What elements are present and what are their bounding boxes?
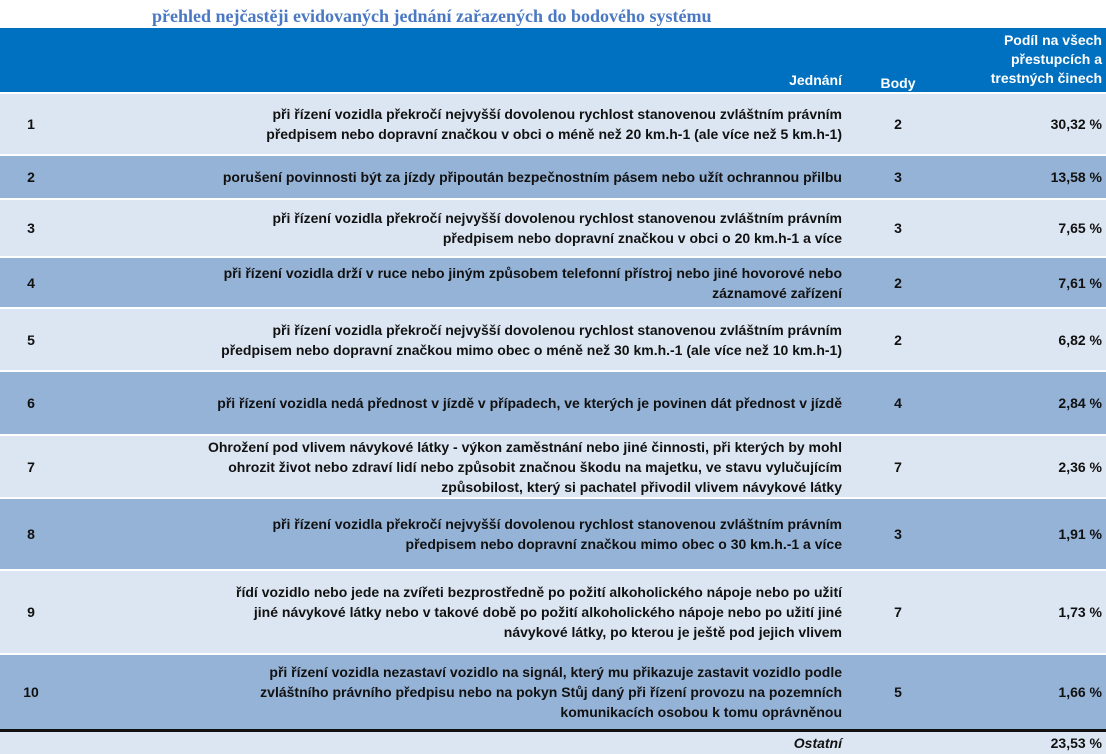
row-description: při řízení vozidla nezastaví vozidlo na signál, který mu přikazuje zastavit vozidlo podle zvláštního právního předpisu nebo na pokyn Stůj daný při řízení provozu na pozemních komunikacích osobou k tomu oprávněnou: [62, 654, 856, 730]
other-number: [0, 730, 62, 754]
header-number: [0, 28, 62, 93]
row-share: 2,84 %: [940, 371, 1106, 435]
row-share: 6,82 %: [940, 308, 1106, 371]
table-header-row: [0, 28, 1106, 93]
table-row: [0, 199, 1106, 257]
row-description: při řízení vozidla nedá přednost v jízdě v případech, ve kterých je povinen dát přednost v jízdě: [62, 371, 856, 435]
table-row: [0, 257, 1106, 308]
page-title: [0, 4, 1106, 28]
page-title-text: přehled nejčastěji evidovaných jednání zařazených do bodového systému: [152, 6, 712, 26]
table-row: [0, 308, 1106, 371]
row-points: 3: [856, 199, 940, 257]
row-number: 8: [0, 498, 62, 570]
row-description: řídí vozidlo nebo jede na zvířeti bezprostředně po požití alkoholického nápoje nebo po užití jiné návykové látky nebo v takové době po požití alkoholického nápoje nebo po užití jiné návykové látky, po kterou je ještě pod jejich vlivem: [62, 570, 856, 654]
row-share: 1,66 %: [940, 654, 1106, 730]
table-row: [0, 371, 1106, 435]
row-points: 2: [856, 308, 940, 371]
row-points: 7: [856, 435, 940, 498]
row-description: Ohrožení pod vlivem návykové látky - výkon zaměstnání nebo jiné činnosti, při kterých by mohl ohrozit život nebo zdraví lidí nebo způsobit značnou škodu na majetku, ve stavu vylučujícím způsobilost, který si pachatel přivodil vlivem návykové látky: [62, 435, 856, 498]
row-points: 2: [856, 93, 940, 155]
row-points: 3: [856, 498, 940, 570]
row-description: při řízení vozidla překročí nejvyšší dovolenou rychlost stanovenou zvláštním právním předpisem nebo dopravní značkou mimo obec o 30 km.h.-1 a více: [62, 498, 856, 570]
table-row: [0, 155, 1106, 199]
table-row: [0, 498, 1106, 570]
row-number: 10: [0, 654, 62, 730]
offense-table: [0, 28, 1106, 754]
row-points: 7: [856, 570, 940, 654]
row-share: 7,61 %: [940, 257, 1106, 308]
header-share-line2: přestupcích a: [1010, 51, 1102, 67]
table-row: [0, 570, 1106, 654]
row-points: 5: [856, 654, 940, 730]
row-number: 2: [0, 155, 62, 199]
row-number: 3: [0, 199, 62, 257]
header-share-line1: Podíl na všech: [1003, 32, 1102, 48]
row-number: 9: [0, 570, 62, 654]
row-description: při řízení vozidla překročí nejvyšší dovolenou rychlost stanovenou zvláštním právním předpisem nebo dopravní značkou v obci o 20 km.h-1 a více: [62, 199, 856, 257]
row-number: 1: [0, 93, 62, 155]
header-points: Body: [856, 28, 940, 93]
row-share: 7,65 %: [940, 199, 1106, 257]
table-row: [0, 435, 1106, 498]
row-description: při řízení vozidla drží v ruce nebo jiným způsobem telefonní přístroj nebo jiné hovorové nebo záznamové zařízení: [62, 257, 856, 308]
header-share: [940, 28, 1106, 93]
row-number: 4: [0, 257, 62, 308]
row-number: 6: [0, 371, 62, 435]
row-description: při řízení vozidla překročí nejvyšší dovolenou rychlost stanovenou zvláštním právním předpisem nebo dopravní značkou v obci o méně než 20 km.h-1 (ale více než 5 km.h-1): [62, 93, 856, 155]
row-points: 3: [856, 155, 940, 199]
row-share: 2,36 %: [940, 435, 1106, 498]
table-row: [0, 654, 1106, 730]
row-description: při řízení vozidla překročí nejvyšší dovolenou rychlost stanovenou zvláštním právním předpisem nebo dopravní značkou mimo obec o méně než 30 km.h.-1 (ale více než 10 km.h-1): [62, 308, 856, 371]
other-share: 23,53 %: [940, 730, 1106, 754]
row-share: 1,73 %: [940, 570, 1106, 654]
row-share: 13,58 %: [940, 155, 1106, 199]
other-points: [856, 730, 940, 754]
row-share: 30,32 %: [940, 93, 1106, 155]
row-share: 1,91 %: [940, 498, 1106, 570]
row-number: 7: [0, 435, 62, 498]
row-points: 2: [856, 257, 940, 308]
other-row: [0, 730, 1106, 754]
table-row: [0, 93, 1106, 155]
row-number: 5: [0, 308, 62, 371]
row-description: porušení povinnosti být za jízdy připoután bezpečnostním pásem nebo užít ochrannou přilbu: [62, 155, 856, 199]
other-label: Ostatní: [62, 730, 856, 754]
header-description: Jednání: [62, 28, 856, 93]
header-share-line3: trestných činech: [990, 70, 1102, 86]
row-points: 4: [856, 371, 940, 435]
